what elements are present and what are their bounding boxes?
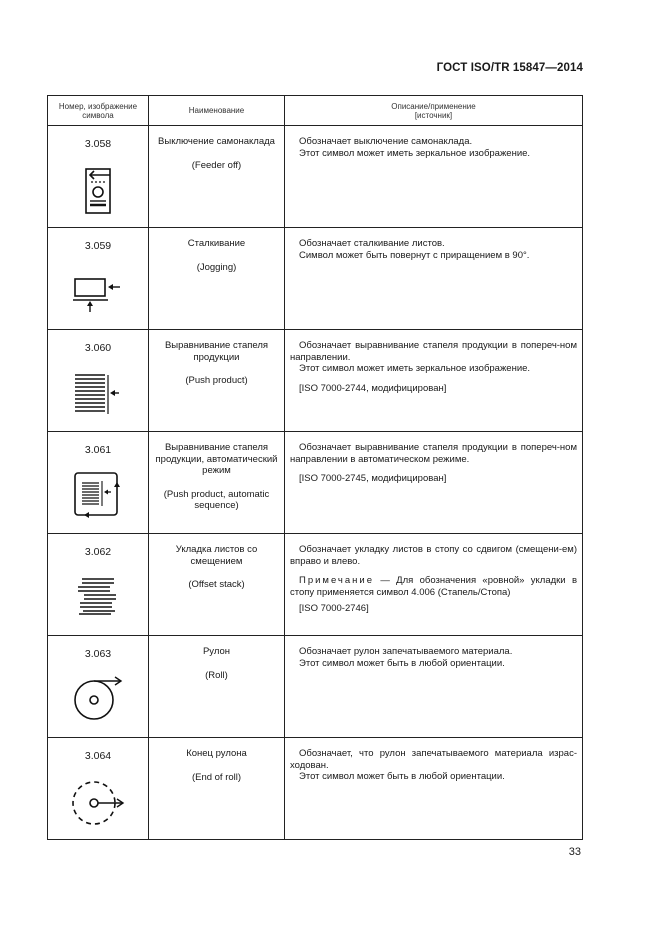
description-line: Обозначает выравнивание стапеля продукции в попереч-ном направлении. bbox=[290, 340, 577, 363]
symbol-name-ru: Рулон bbox=[202, 646, 231, 657]
description-line: Этот символ может иметь зеркальное изображение. bbox=[299, 363, 531, 374]
feeder-off-icon bbox=[48, 168, 148, 214]
symbol-description bbox=[290, 340, 577, 394]
symbol-name-ru: Выключение самонаклада bbox=[158, 136, 275, 147]
description-line: Обозначает укладку листов в стопу со сдвигом (смещени-ем) вправо и влево. bbox=[290, 544, 577, 567]
col-header-description-main: Описание/применение bbox=[391, 101, 476, 111]
symbol-number: 3.060 bbox=[84, 342, 112, 354]
description-line: Этот символ может иметь зеркальное изображение. bbox=[299, 147, 531, 159]
note bbox=[290, 575, 577, 598]
roll-icon bbox=[48, 674, 148, 722]
symbol-name-ru: Укладка листов со смещением bbox=[175, 544, 258, 567]
symbol-description bbox=[290, 238, 577, 261]
page-number: 33 bbox=[568, 846, 581, 858]
symbol-number: 3.059 bbox=[84, 240, 112, 252]
description-line: Обозначает выравнивание стапеля продукции в попереч-ном направлении в автоматическом режиме. bbox=[290, 442, 577, 465]
description-line: Обозначает рулон запечатываемого материала. bbox=[299, 646, 513, 657]
symbol-description bbox=[290, 442, 577, 485]
source-reference: [ISO 7000-2744, модифицирован] bbox=[299, 382, 447, 394]
col-header-number: Номер, изображение символа bbox=[48, 96, 149, 126]
symbol-name bbox=[153, 238, 280, 273]
symbol-description bbox=[290, 748, 577, 783]
note-text: — Для обозначения «ровной» укладки в стопу применяется символ 4.006 (Стапель/Стопа) bbox=[290, 575, 577, 598]
symbol-name-en: (Roll) bbox=[205, 669, 228, 681]
document-code: ГОСТ ISO/TR 15847—2014 bbox=[436, 62, 583, 74]
symbol-name-ru: Конец рулона bbox=[186, 748, 247, 759]
description-line: Этот символ может быть в любой ориентации. bbox=[299, 657, 505, 669]
jogging-icon bbox=[48, 276, 148, 312]
symbol-description bbox=[290, 544, 577, 615]
table-row bbox=[48, 636, 583, 738]
symbol-name-en: (End of roll) bbox=[191, 771, 242, 783]
symbol-name bbox=[153, 136, 280, 171]
symbol-number: 3.063 bbox=[84, 648, 112, 660]
symbol-name-ru: Сталкивание bbox=[187, 238, 246, 249]
description-line: Символ может быть повернут с приращением в 90°. bbox=[299, 249, 530, 261]
table-header-row bbox=[48, 96, 583, 126]
symbol-name-en: (Push product, automatic sequence) bbox=[163, 488, 270, 511]
symbol-name bbox=[153, 646, 280, 681]
push-product-auto-icon bbox=[48, 470, 148, 520]
description-line: Обозначает сталкивание листов. bbox=[299, 238, 445, 249]
symbol-number: 3.061 bbox=[84, 444, 112, 456]
table-row bbox=[48, 432, 583, 534]
source-reference: [ISO 7000-2746] bbox=[299, 603, 369, 614]
symbol-number: 3.058 bbox=[84, 138, 112, 150]
symbol-name bbox=[153, 544, 280, 591]
end-of-roll-icon bbox=[48, 776, 148, 828]
col-header-description-source: [источник] bbox=[414, 110, 453, 120]
symbol-name-en: (Feeder off) bbox=[191, 159, 242, 171]
description-line: Обозначает, что рулон запечатываемого материала израс-ходован. bbox=[290, 748, 577, 771]
symbols-table bbox=[47, 95, 583, 840]
symbol-number: 3.064 bbox=[84, 750, 112, 762]
table-row bbox=[48, 738, 583, 840]
table-row bbox=[48, 534, 583, 636]
note-label: Примечание bbox=[299, 575, 374, 586]
symbol-name bbox=[153, 748, 280, 783]
symbol-description bbox=[290, 136, 577, 159]
symbol-name-en: (Push product) bbox=[185, 375, 248, 386]
symbol-number: 3.062 bbox=[84, 546, 112, 558]
description-line: Этот символ может быть в любой ориентации. bbox=[299, 771, 505, 782]
push-product-icon bbox=[48, 372, 148, 416]
symbol-name-en: (Offset stack) bbox=[188, 579, 245, 590]
symbol-description bbox=[290, 646, 577, 669]
table-row bbox=[48, 330, 583, 432]
source-reference: [ISO 7000-2745, модифицирован] bbox=[299, 473, 447, 484]
symbol-name bbox=[153, 442, 280, 512]
symbol-name-ru: Выравнивание стапеля продукции bbox=[164, 340, 269, 363]
description-line: Обозначает выключение самонаклада. bbox=[299, 136, 473, 147]
table-row bbox=[48, 228, 583, 330]
table-row bbox=[48, 126, 583, 228]
col-header-name: Наименование bbox=[149, 96, 285, 126]
col-header-description bbox=[285, 96, 583, 126]
symbol-name bbox=[153, 340, 280, 387]
symbol-name-ru: Выравнивание стапеля продукции, автоматический режим bbox=[155, 442, 278, 476]
offset-stack-icon bbox=[48, 576, 148, 616]
symbol-name-en: (Jogging) bbox=[196, 261, 237, 273]
